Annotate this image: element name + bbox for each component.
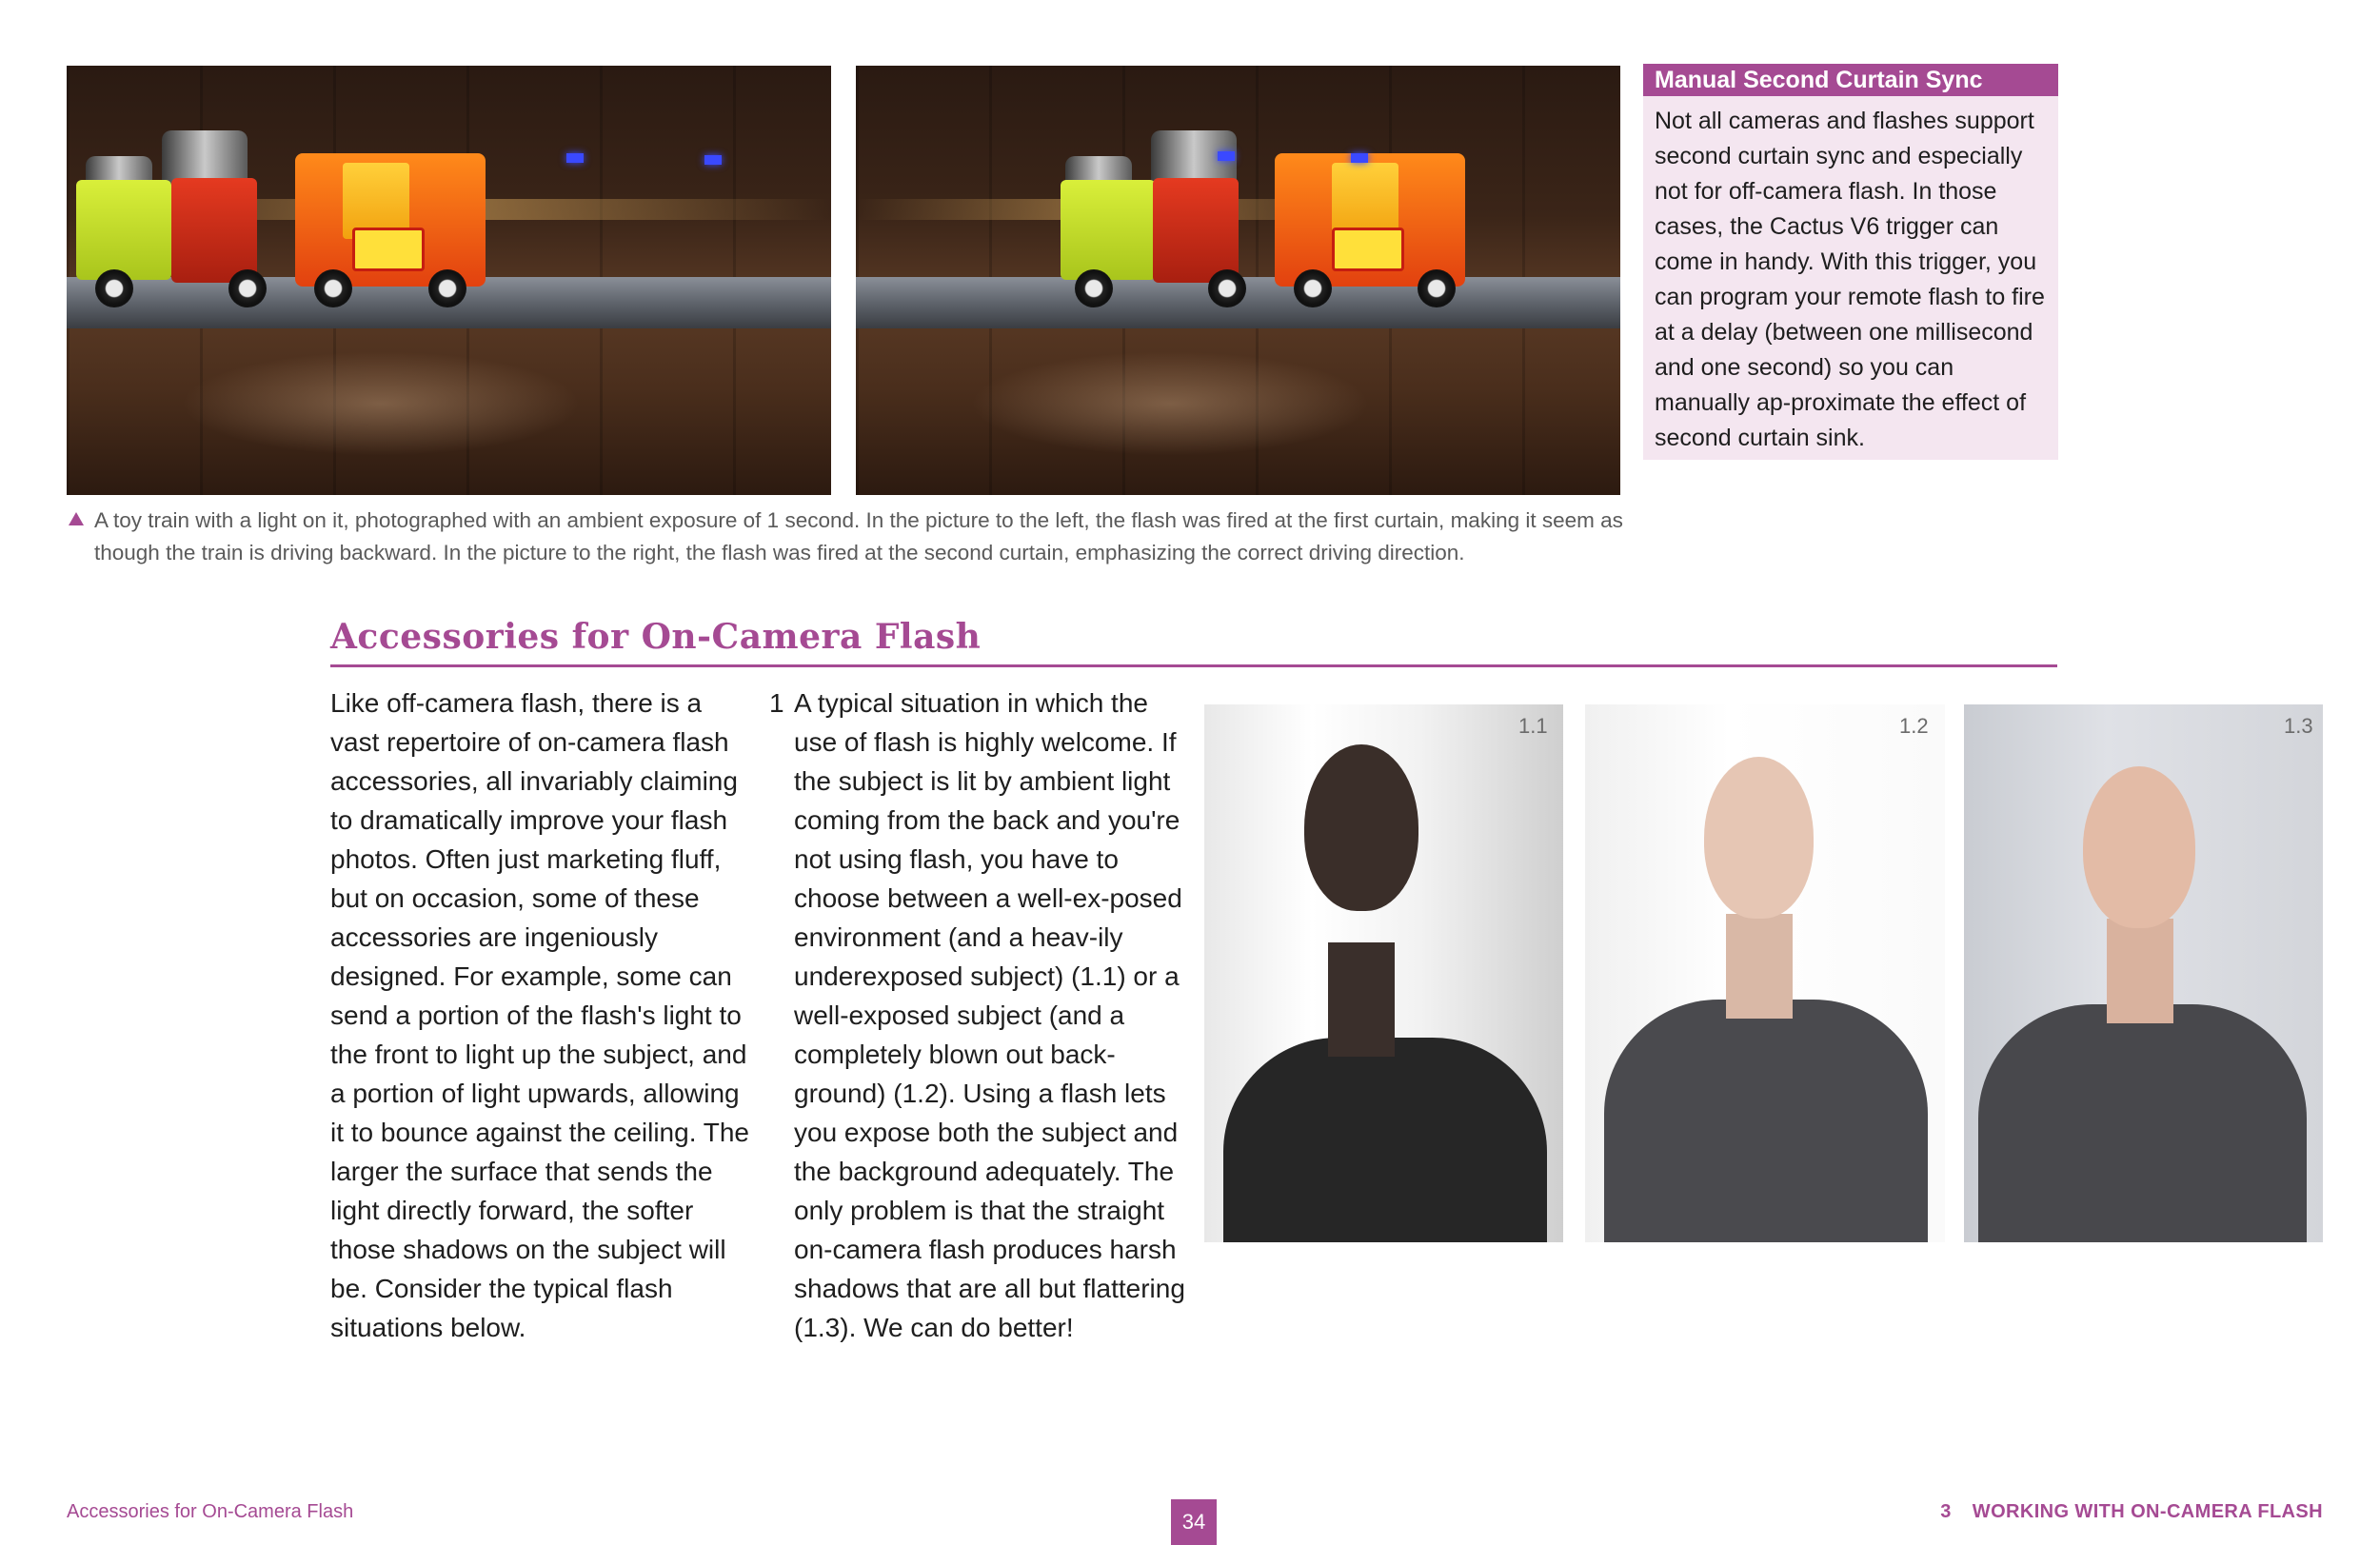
portrait-photo-1-1 [1204,704,1563,1242]
caption-triangle-icon [69,512,84,525]
list-paragraph: A typical situation in which the use of flash is highly welcome. If the subject is lit by ambient light coming from the back and you're not using flash, you have to choose between a well-ex-posed environment (and a heav-ily underexposed subject) (1.1) or a well-exposed subject (and a completely blown out back-ground) (1.2). Using a flash lets you expose both the subject and the background adequately. The only problem is that the straight on-camera flash produces harsh shadows that are all but flattering (1.3). We can do better! [794,688,1185,1342]
body-column-2 [769,683,1194,1347]
figure-label: 1.3 [2284,714,2313,738]
sidebar-title: Manual Second Curtain Sync [1643,64,2058,96]
footer-chapter [1940,1501,2323,1523]
portrait-photo-1-2 [1585,704,1945,1242]
portrait-photo-1-3 [1964,704,2323,1242]
sidebar-text: Not all cameras and flashes support second curtain sync and especially not for off-camera flash. In those cases, the Cactus V6 trigger can come in handy. With this trigger, you can program your remote flash to fire at a delay (between one millisecond and one second) so you can manually ap-proximate the effect of second curtain sink. [1655,108,2045,451]
train-photo-first-curtain [67,66,831,495]
caption-text: A toy train with a light on it, photographed with an ambient exposure of 1 second. In the picture to the left, the flash was fired at the first curtain, making it seem as though the train is driving backward. In the picture to the right, the flash was fired at the second curtain, emphasizing the correct driving direction. [94,508,1623,565]
list-number: 1 [769,688,784,718]
footer-running-title: Accessories for On-Camera Flash [67,1501,354,1522]
section-rule [330,664,2057,667]
sidebar-box [1643,64,2058,460]
train-photo-second-curtain [856,66,1620,495]
body-paragraph: Like off-camera flash, there is a vast repertoire of on-camera flash accessories, all invariably claiming to dramatically improve your flash photos. Often just marketing fluff, but on occasion, some of these accessories are ingeniously designed. For example, some can send a portion of the flash's light to the front to light up the subject, and a portion of light upwards, allowing it to bounce against the ceiling. The larger the surface that sends the light directly forward, the softer those shadows on the subject will be. Consider the typical flash situations below. [330,688,750,1342]
train-caption [69,505,1630,569]
chapter-number: 3 [1940,1501,1952,1522]
body-column-1 [330,683,754,1347]
figure-label: 1.1 [1518,714,1548,738]
figure-label: 1.2 [1899,714,1929,738]
chapter-title: WORKING WITH ON-CAMERA FLASH [1972,1501,2323,1522]
page-number: 34 [1171,1499,1217,1545]
section-title: Accessories for On-Camera Flash [330,617,982,657]
